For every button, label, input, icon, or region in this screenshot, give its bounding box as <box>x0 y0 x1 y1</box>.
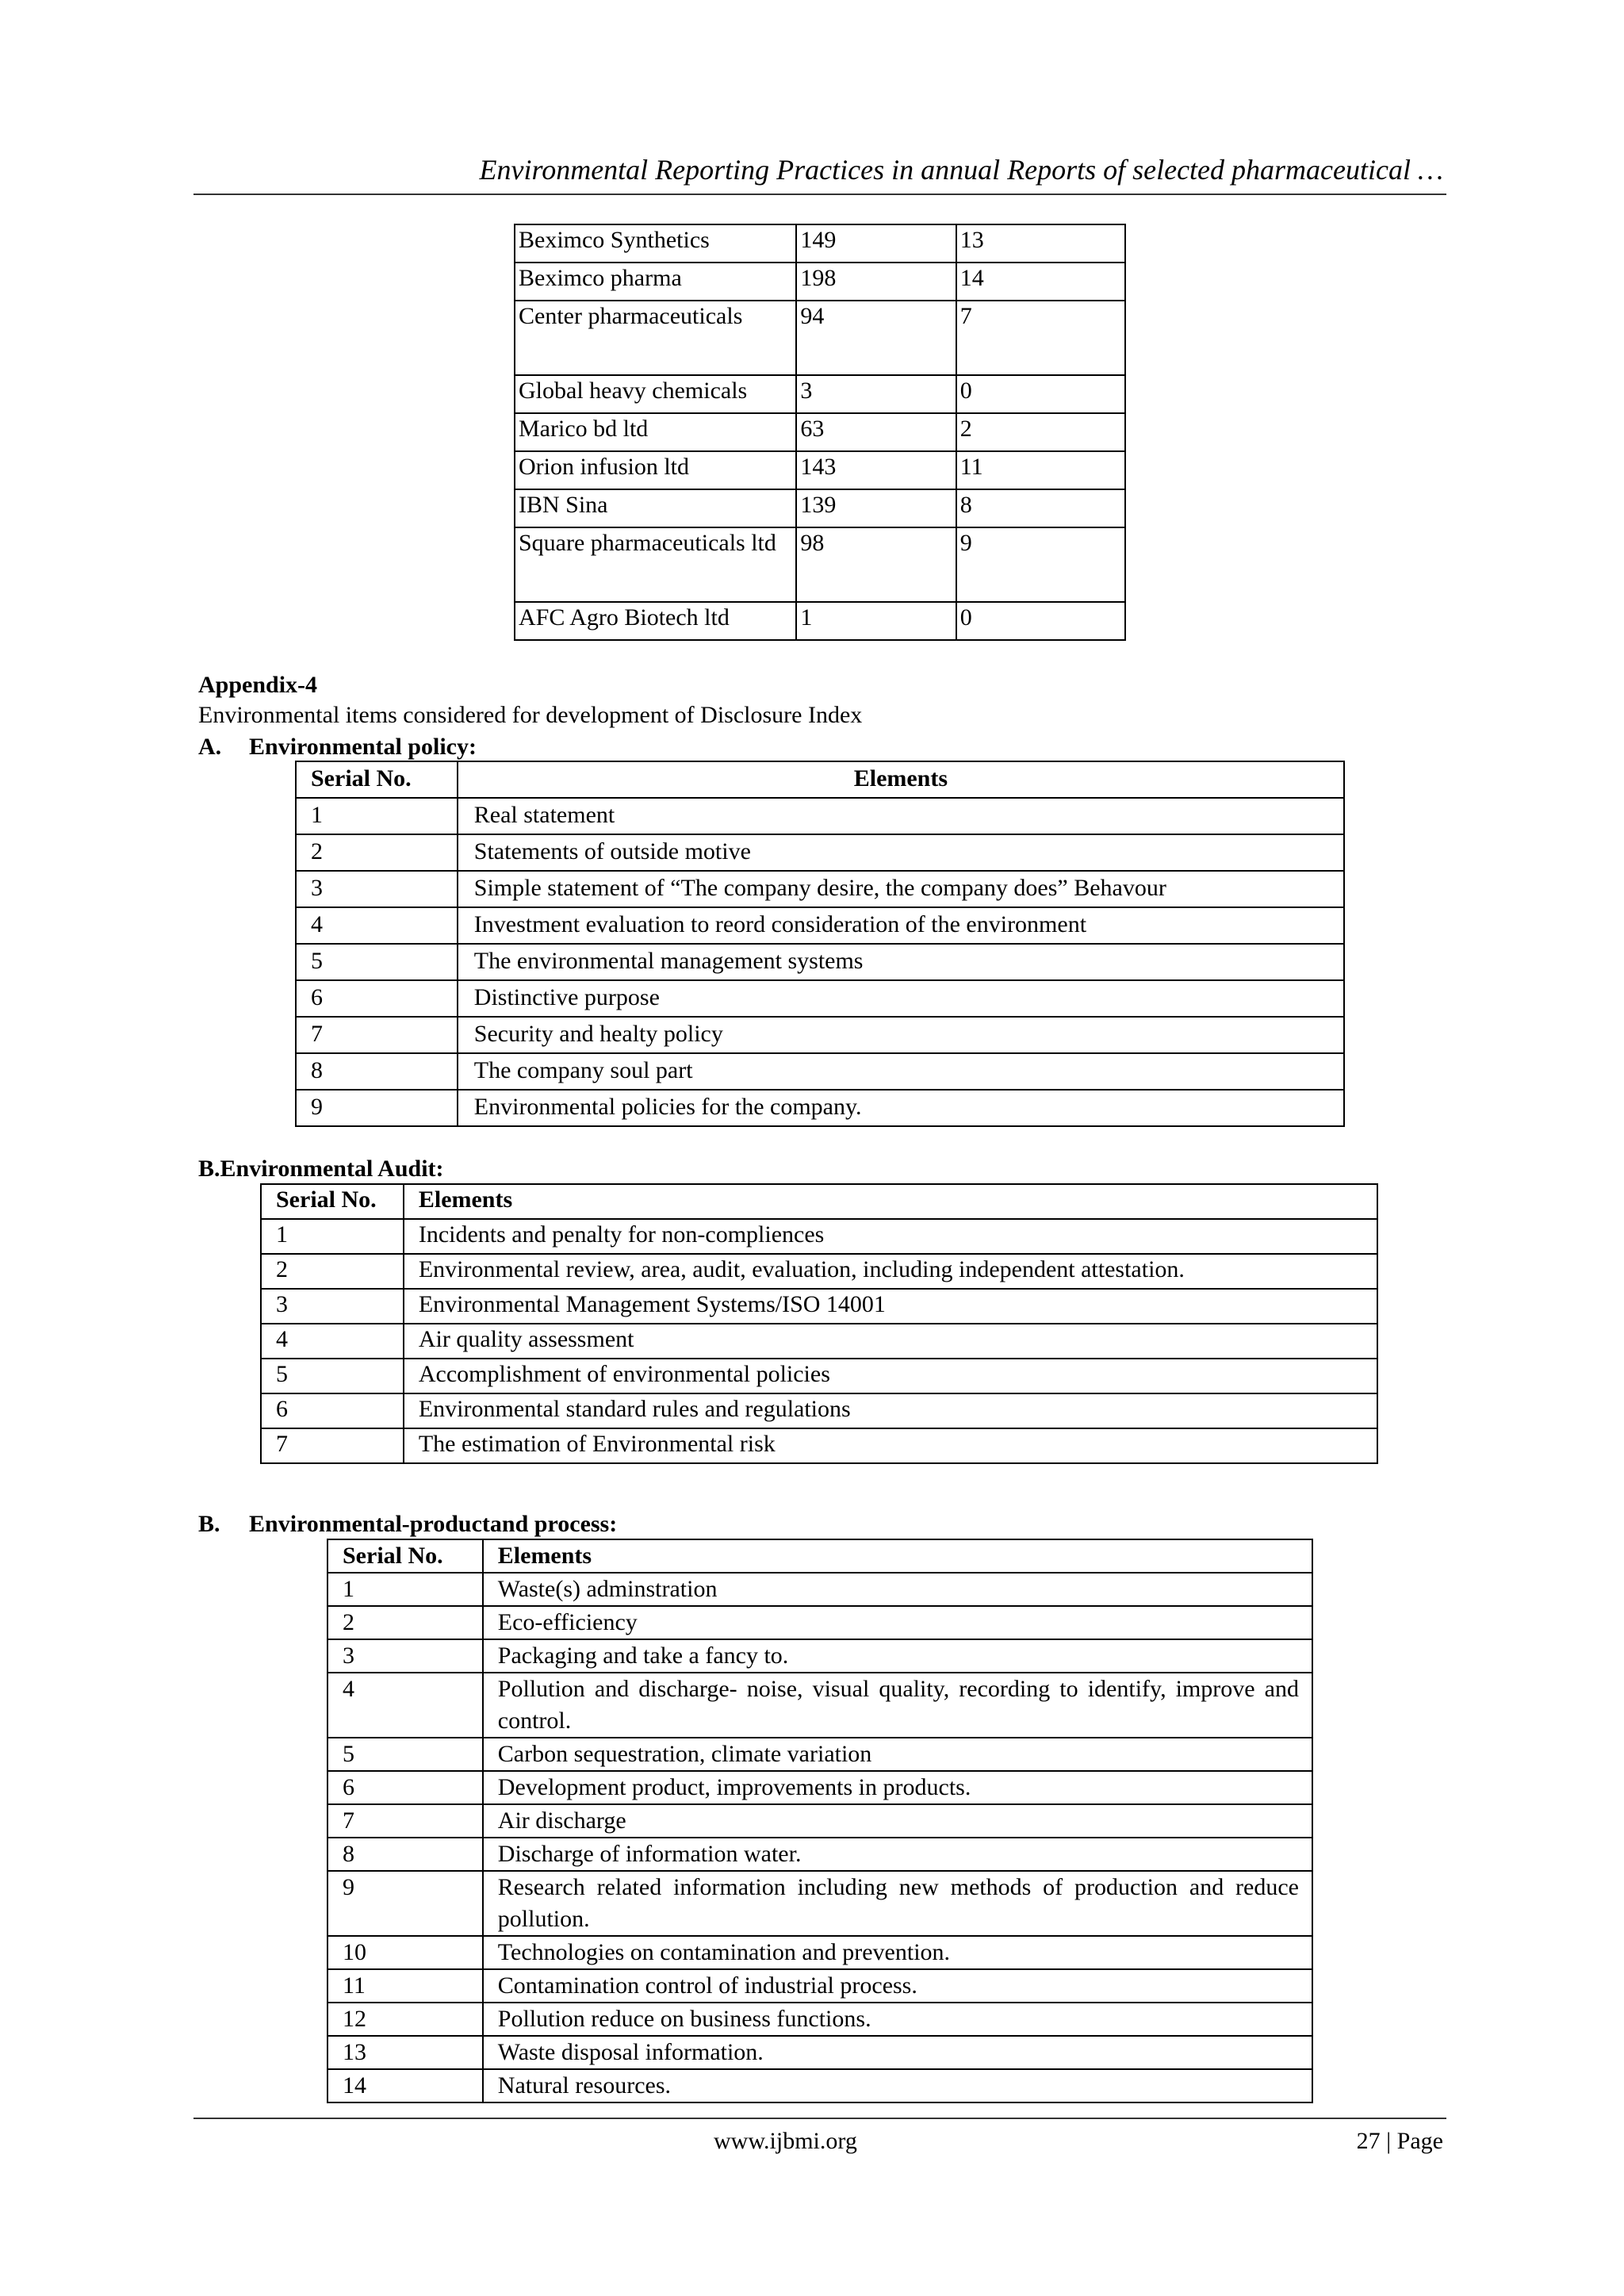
serial-cell: 5 <box>296 944 458 980</box>
table-row <box>327 1804 1312 1838</box>
table-row <box>515 451 1125 489</box>
element-cell: Environmental policies for the company. <box>458 1090 1344 1126</box>
serial-cell: 5 <box>327 1738 483 1771</box>
table-row <box>261 1219 1377 1254</box>
element-cell: Security and healty policy <box>458 1017 1344 1053</box>
table-row <box>327 1738 1312 1771</box>
element-cell: Research related information including new methods of production and reduce pollution. <box>483 1871 1312 1936</box>
value-cell: 63 <box>796 413 956 451</box>
element-cell: The company soul part <box>458 1053 1344 1090</box>
table-row <box>327 1639 1312 1673</box>
element-cell: Air quality assessment <box>404 1324 1377 1359</box>
appendix-subtitle: Environmental items considered for development of Disclosure Index <box>198 702 863 728</box>
table-row <box>296 834 1344 871</box>
section-b-title: B.Environmental Audit: <box>198 1156 444 1182</box>
element-cell: The estimation of Environmental risk <box>404 1428 1377 1463</box>
serial-cell: 3 <box>296 871 458 907</box>
serial-cell: 3 <box>261 1289 404 1324</box>
company-name-cell: Global heavy chemicals <box>515 375 796 413</box>
environmental-policy-table <box>295 761 1345 1127</box>
element-cell: Natural resources. <box>483 2069 1312 2102</box>
value-cell: 7 <box>956 301 1125 375</box>
col-serial-header: Serial No. <box>261 1184 404 1219</box>
table-row <box>327 2003 1312 2036</box>
table-row <box>515 413 1125 451</box>
table-row <box>515 375 1125 413</box>
value-cell: 149 <box>796 224 956 263</box>
element-cell: Environmental Management Systems/ISO 14001 <box>404 1289 1377 1324</box>
serial-cell: 9 <box>327 1871 483 1936</box>
table-row <box>261 1359 1377 1393</box>
table-row <box>261 1393 1377 1428</box>
element-cell: Distinctive purpose <box>458 980 1344 1017</box>
table-row <box>296 1053 1344 1090</box>
value-cell: 2 <box>956 413 1125 451</box>
serial-cell: 4 <box>261 1324 404 1359</box>
serial-cell: 6 <box>261 1393 404 1428</box>
footer-url: www.ijbmi.org <box>714 2128 857 2154</box>
element-cell: Eco-efficiency <box>483 1606 1312 1639</box>
element-cell: Pollution reduce on business functions. <box>483 2003 1312 2036</box>
element-cell: The environmental management systems <box>458 944 1344 980</box>
running-header: Environmental Reporting Practices in annual Reports of selected pharmaceutical … <box>479 154 1443 186</box>
value-cell: 0 <box>956 375 1125 413</box>
table-row <box>261 1254 1377 1289</box>
serial-cell: 1 <box>296 798 458 834</box>
company-name-cell: AFC Agro Biotech ltd <box>515 602 796 640</box>
table-row <box>327 1573 1312 1606</box>
serial-cell: 2 <box>327 1606 483 1639</box>
table-row <box>296 980 1344 1017</box>
table-row <box>515 301 1125 375</box>
element-cell: Development product, improvements in products. <box>483 1771 1312 1804</box>
serial-cell: 9 <box>296 1090 458 1126</box>
value-cell: 11 <box>956 451 1125 489</box>
company-score-table <box>514 224 1126 641</box>
value-cell: 8 <box>956 489 1125 527</box>
table-row <box>327 1936 1312 1969</box>
element-cell: Waste(s) adminstration <box>483 1573 1312 1606</box>
serial-cell: 8 <box>296 1053 458 1090</box>
value-cell: 98 <box>796 527 956 602</box>
company-name-cell: Marico bd ltd <box>515 413 796 451</box>
element-cell: Air discharge <box>483 1804 1312 1838</box>
table-row <box>327 1673 1312 1738</box>
section-c-label: B. <box>198 1511 220 1537</box>
serial-cell: 2 <box>296 834 458 871</box>
table-row <box>327 1838 1312 1871</box>
appendix-title: Appendix-4 <box>198 672 318 698</box>
serial-cell: 8 <box>327 1838 483 1871</box>
table-row <box>515 224 1125 263</box>
table-row <box>515 527 1125 602</box>
section-c-title: Environmental-productand process: <box>249 1511 618 1537</box>
serial-cell: 6 <box>327 1771 483 1804</box>
table-row <box>515 489 1125 527</box>
value-cell: 143 <box>796 451 956 489</box>
table-row <box>261 1324 1377 1359</box>
table-header-row <box>261 1184 1377 1219</box>
table-row <box>327 1969 1312 2003</box>
table-row <box>327 2069 1312 2102</box>
value-cell: 13 <box>956 224 1125 263</box>
value-cell: 94 <box>796 301 956 375</box>
page-number: 27 | Page <box>1356 2128 1443 2154</box>
col-elements-header: Elements <box>404 1184 1377 1219</box>
table-row <box>327 1871 1312 1936</box>
table-row <box>296 907 1344 944</box>
element-cell: Incidents and penalty for non-compliences <box>404 1219 1377 1254</box>
value-cell: 14 <box>956 263 1125 301</box>
product-process-table <box>327 1539 1313 2103</box>
table-row <box>327 1606 1312 1639</box>
company-name-cell: Square pharmaceuticals ltd <box>515 527 796 602</box>
table-row <box>327 2036 1312 2069</box>
element-cell: Accomplishment of environmental policies <box>404 1359 1377 1393</box>
footer-rule <box>193 2118 1446 2119</box>
element-cell: Simple statement of “The company desire, the company does” Behavour <box>458 871 1344 907</box>
value-cell: 198 <box>796 263 956 301</box>
table-row <box>327 1771 1312 1804</box>
value-cell: 139 <box>796 489 956 527</box>
element-cell: Environmental standard rules and regulations <box>404 1393 1377 1428</box>
environmental-audit-table <box>260 1183 1378 1464</box>
serial-cell: 11 <box>327 1969 483 2003</box>
element-cell: Environmental review, area, audit, evaluation, including independent attestation. <box>404 1254 1377 1289</box>
table-row <box>296 944 1344 980</box>
serial-cell: 7 <box>261 1428 404 1463</box>
table-row <box>296 798 1344 834</box>
table-row <box>261 1289 1377 1324</box>
table-row <box>296 1090 1344 1126</box>
element-cell: Waste disposal information. <box>483 2036 1312 2069</box>
table-row <box>296 871 1344 907</box>
element-cell: Statements of outside motive <box>458 834 1344 871</box>
serial-cell: 6 <box>296 980 458 1017</box>
section-a-title: Environmental policy: <box>249 734 477 760</box>
col-serial-header: Serial No. <box>296 761 458 798</box>
serial-cell: 12 <box>327 2003 483 2036</box>
table-header-row <box>327 1539 1312 1573</box>
serial-cell: 2 <box>261 1254 404 1289</box>
col-elements-header: Elements <box>458 761 1344 798</box>
element-cell: Technologies on contamination and prevention. <box>483 1936 1312 1969</box>
serial-cell: 3 <box>327 1639 483 1673</box>
header-rule <box>193 194 1446 195</box>
company-name-cell: IBN Sina <box>515 489 796 527</box>
serial-cell: 4 <box>296 907 458 944</box>
col-serial-header: Serial No. <box>327 1539 483 1573</box>
company-name-cell: Center pharmaceuticals <box>515 301 796 375</box>
value-cell: 9 <box>956 527 1125 602</box>
element-cell: Contamination control of industrial process. <box>483 1969 1312 2003</box>
serial-cell: 1 <box>327 1573 483 1606</box>
table-header-row <box>296 761 1344 798</box>
serial-cell: 7 <box>327 1804 483 1838</box>
serial-cell: 13 <box>327 2036 483 2069</box>
element-cell: Carbon sequestration, climate variation <box>483 1738 1312 1771</box>
table-row <box>261 1428 1377 1463</box>
col-elements-header: Elements <box>483 1539 1312 1573</box>
serial-cell: 10 <box>327 1936 483 1969</box>
table-row <box>515 263 1125 301</box>
element-cell: Pollution and discharge- noise, visual quality, recording to identify, improve and control. <box>483 1673 1312 1738</box>
company-name-cell: Beximco Synthetics <box>515 224 796 263</box>
serial-cell: 5 <box>261 1359 404 1393</box>
value-cell: 1 <box>796 602 956 640</box>
table-row <box>296 1017 1344 1053</box>
company-name-cell: Beximco pharma <box>515 263 796 301</box>
element-cell: Real statement <box>458 798 1344 834</box>
value-cell: 3 <box>796 375 956 413</box>
section-a-label: A. <box>198 734 222 760</box>
serial-cell: 1 <box>261 1219 404 1254</box>
value-cell: 0 <box>956 602 1125 640</box>
element-cell: Discharge of information water. <box>483 1838 1312 1871</box>
element-cell: Packaging and take a fancy to. <box>483 1639 1312 1673</box>
company-name-cell: Orion infusion ltd <box>515 451 796 489</box>
table-row <box>515 602 1125 640</box>
serial-cell: 7 <box>296 1017 458 1053</box>
serial-cell: 4 <box>327 1673 483 1738</box>
serial-cell: 14 <box>327 2069 483 2102</box>
element-cell: Investment evaluation to reord consideration of the environment <box>458 907 1344 944</box>
